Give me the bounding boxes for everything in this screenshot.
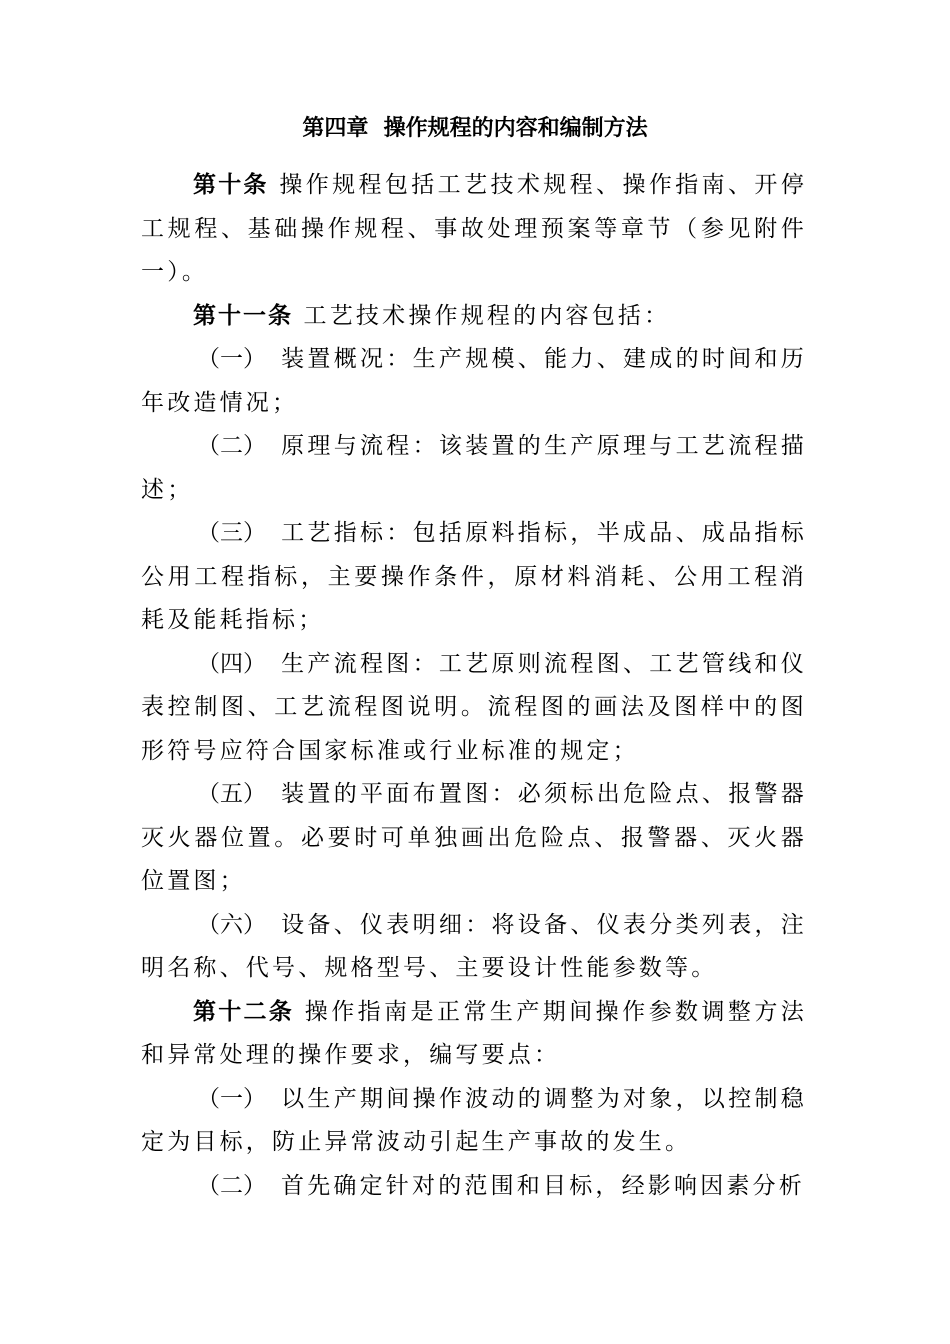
- item-text: 装置概况：生产规模、能力、建成的时间和历年改造情况；: [141, 346, 807, 416]
- article-11: [141, 295, 807, 339]
- item-text: 以生产期间操作波动的调整为对象，以控制稳定为目标，防止异常波动引起生产事故的发生。: [141, 1085, 807, 1155]
- list-item: [141, 425, 807, 512]
- list-item: [141, 643, 807, 774]
- article-10: [141, 164, 807, 295]
- item-number: （六）: [197, 911, 266, 938]
- list-item: [141, 1165, 807, 1209]
- item-number: （一）: [197, 346, 266, 372]
- item-text: 工艺指标：包括原料指标，半成品、成品指标公用工程指标，主要操作条件，原材料消耗、公用工程消耗及能耗指标；: [141, 520, 807, 633]
- item-number: （四）: [197, 650, 266, 677]
- list-item: [141, 338, 807, 425]
- item-text: 原理与流程：该装置的生产原理与工艺流程描述；: [141, 433, 807, 503]
- item-text: 生产流程图：工艺原则流程图、工艺管线和仪表控制图、工艺流程图说明。流程图的画法及图样中的图形符号应符合国家标准或行业标准的规定；: [141, 650, 807, 764]
- list-item: [141, 773, 807, 904]
- document-body: [141, 164, 807, 1208]
- item-number: （二）: [197, 433, 266, 459]
- item-number: （三）: [197, 520, 266, 546]
- article-text: 操作指南是正常生产期间操作参数调整方法和异常处理的操作要求，编写要点：: [141, 998, 808, 1068]
- item-text: 首先确定针对的范围和目标，经影响因素分析: [281, 1172, 805, 1199]
- article-label: 第十一条: [193, 302, 293, 329]
- list-item: [141, 904, 807, 991]
- chapter-title: 第四章 操作规程的内容和编制方法: [302, 116, 648, 141]
- list-item: [141, 512, 807, 643]
- item-number: （一）: [197, 1085, 266, 1112]
- article-label: 第十二条: [193, 998, 294, 1025]
- article-label: 第十条: [193, 172, 269, 198]
- item-number: （五）: [197, 781, 266, 807]
- article-12: [141, 991, 807, 1078]
- article-text: 操作规程包括工艺技术规程、操作指南、开停工规程、基础操作规程、事故处理预案等章节（参见附件一）。: [141, 172, 808, 285]
- list-item: [141, 1078, 807, 1165]
- item-number: （二）: [197, 1172, 266, 1199]
- article-text: 工艺技术操作规程的内容包括：: [303, 302, 671, 329]
- item-text: 设备、仪表明细：将设备、仪表分类列表，注明名称、代号、规格型号、主要设计性能参数等。: [141, 911, 807, 981]
- item-text: 装置的平面布置图：必须标出危险点、报警器灭火器位置。必要时可单独画出危险点、报警器、灭火器位置图；: [141, 781, 807, 894]
